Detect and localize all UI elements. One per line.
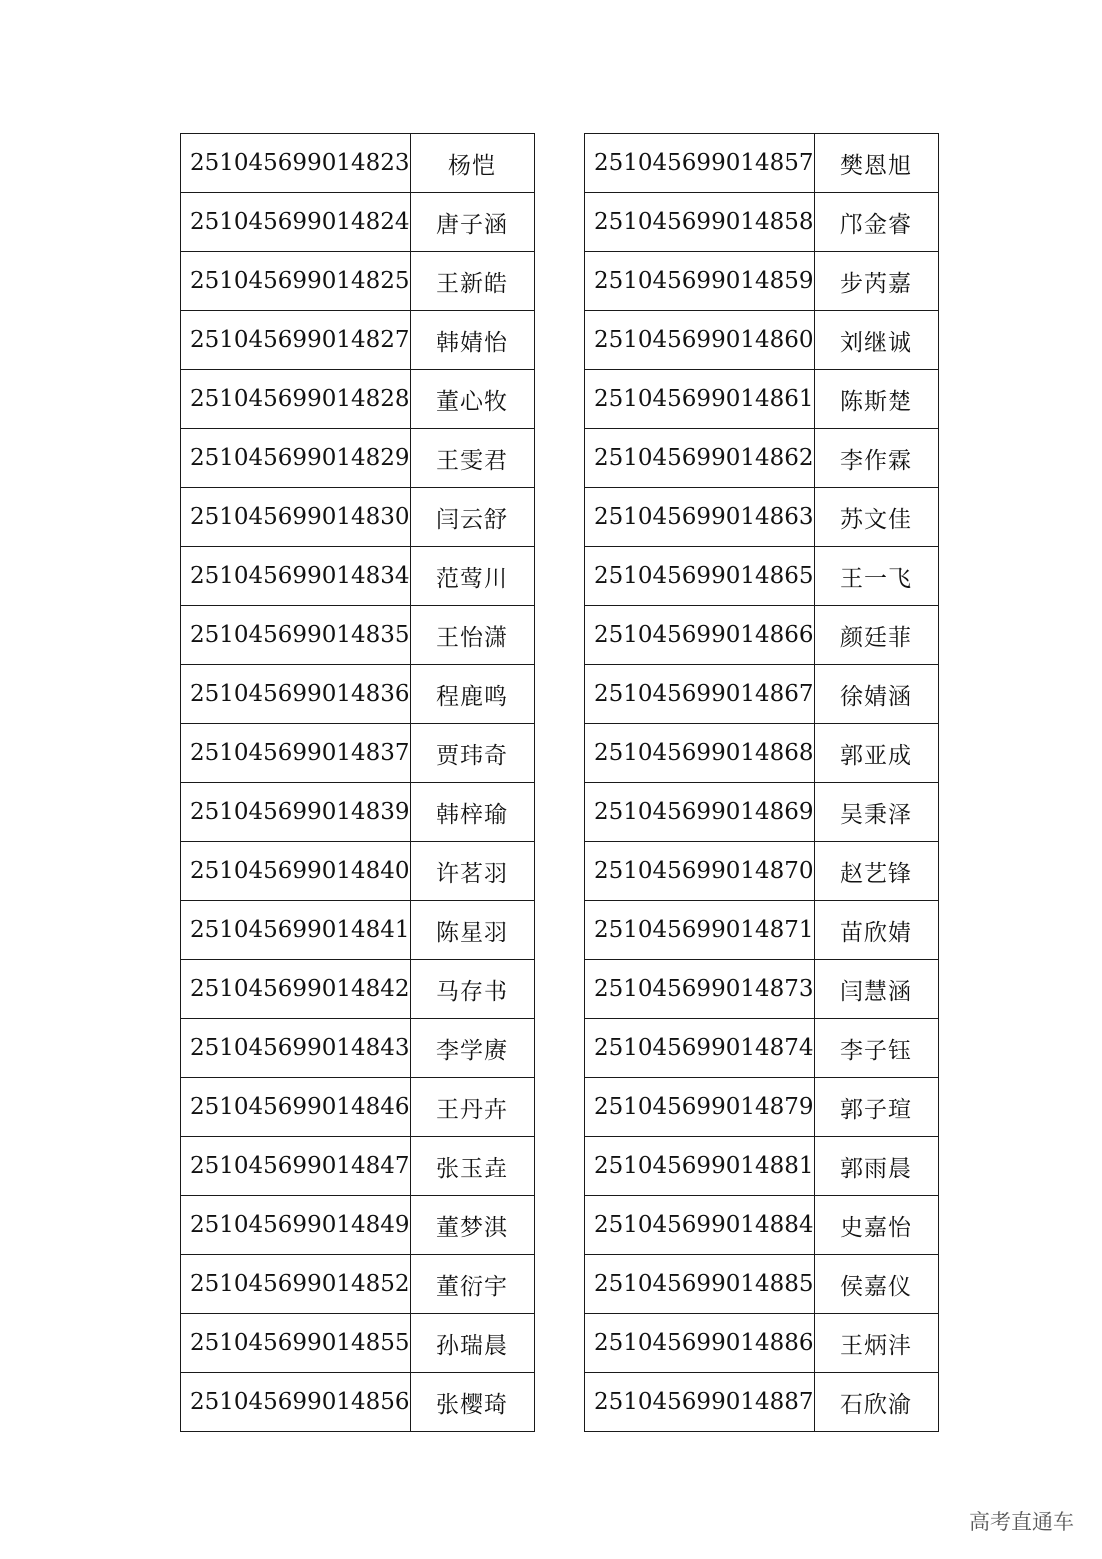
table-row (585, 901, 939, 960)
candidate-name-cell: 许茗羽 (410, 842, 534, 901)
candidate-id-cell: 251045699014828 (181, 370, 411, 429)
candidate-name-cell: 苏文佳 (814, 488, 938, 547)
candidate-name-cell: 马存书 (410, 960, 534, 1019)
table-row (181, 370, 535, 429)
candidate-id-cell: 251045699014860 (585, 311, 815, 370)
table-row (585, 842, 939, 901)
table-row (585, 1255, 939, 1314)
right-roster-table (584, 133, 939, 1432)
table-row (585, 488, 939, 547)
candidate-name-cell: 张玉垚 (410, 1137, 534, 1196)
candidate-name-cell: 邝金睿 (814, 193, 938, 252)
candidate-name-cell: 吴秉泽 (814, 783, 938, 842)
table-row (181, 1314, 535, 1373)
candidate-name-cell: 郭亚成 (814, 724, 938, 783)
table-row (585, 960, 939, 1019)
candidate-name-cell: 贾玮奇 (410, 724, 534, 783)
table-row (181, 134, 535, 193)
candidate-name-cell: 赵艺锋 (814, 842, 938, 901)
candidate-name-cell: 唐子涵 (410, 193, 534, 252)
table-row (585, 606, 939, 665)
candidate-id-cell: 251045699014825 (181, 252, 411, 311)
candidate-name-cell: 李作霖 (814, 429, 938, 488)
candidate-name-cell: 张樱琦 (410, 1373, 534, 1432)
table-row (181, 193, 535, 252)
table-row (181, 606, 535, 665)
candidate-id-cell: 251045699014867 (585, 665, 815, 724)
left-roster-body (181, 134, 535, 1432)
candidate-name-cell: 陈星羽 (410, 901, 534, 960)
candidate-id-cell: 251045699014862 (585, 429, 815, 488)
candidate-id-cell: 251045699014827 (181, 311, 411, 370)
candidate-id-cell: 251045699014874 (585, 1019, 815, 1078)
candidate-id-cell: 251045699014871 (585, 901, 815, 960)
candidate-id-cell: 251045699014824 (181, 193, 411, 252)
candidate-name-cell: 颜廷菲 (814, 606, 938, 665)
candidate-id-cell: 251045699014857 (585, 134, 815, 193)
candidate-id-cell: 251045699014863 (585, 488, 815, 547)
candidate-name-cell: 王炳沣 (814, 1314, 938, 1373)
candidate-name-cell: 李子钰 (814, 1019, 938, 1078)
candidate-name-cell: 董心牧 (410, 370, 534, 429)
table-row (181, 547, 535, 606)
candidate-name-cell: 孙瑞晨 (410, 1314, 534, 1373)
candidate-name-cell: 闫云舒 (410, 488, 534, 547)
candidate-name-cell: 董衍宇 (410, 1255, 534, 1314)
candidate-id-cell: 251045699014835 (181, 606, 411, 665)
table-row (585, 1196, 939, 1255)
candidate-id-cell: 251045699014849 (181, 1196, 411, 1255)
candidate-id-cell: 251045699014885 (585, 1255, 815, 1314)
candidate-name-cell: 范莺川 (410, 547, 534, 606)
candidate-id-cell: 251045699014870 (585, 842, 815, 901)
candidate-name-cell: 刘继诚 (814, 311, 938, 370)
candidate-name-cell: 王丹卉 (410, 1078, 534, 1137)
candidate-name-cell: 侯嘉仪 (814, 1255, 938, 1314)
candidate-id-cell: 251045699014866 (585, 606, 815, 665)
table-row (181, 724, 535, 783)
candidate-id-cell: 251045699014837 (181, 724, 411, 783)
candidate-id-cell: 251045699014841 (181, 901, 411, 960)
candidate-name-cell: 董梦淇 (410, 1196, 534, 1255)
table-row (181, 842, 535, 901)
candidate-id-cell: 251045699014858 (585, 193, 815, 252)
table-row (585, 665, 939, 724)
candidate-id-cell: 251045699014846 (181, 1078, 411, 1137)
table-row (181, 1078, 535, 1137)
candidate-name-cell: 韩梓瑜 (410, 783, 534, 842)
candidate-name-cell: 李学赓 (410, 1019, 534, 1078)
table-row (181, 901, 535, 960)
candidate-id-cell: 251045699014852 (181, 1255, 411, 1314)
candidate-name-cell: 王雯君 (410, 429, 534, 488)
table-row (181, 1137, 535, 1196)
candidate-name-cell: 史嘉怡 (814, 1196, 938, 1255)
candidate-id-cell: 251045699014865 (585, 547, 815, 606)
candidate-id-cell: 251045699014861 (585, 370, 815, 429)
candidate-name-cell: 步芮嘉 (814, 252, 938, 311)
table-row (181, 429, 535, 488)
table-row (181, 252, 535, 311)
table-row (585, 783, 939, 842)
candidate-name-cell: 杨恺 (410, 134, 534, 193)
candidate-id-cell: 251045699014856 (181, 1373, 411, 1432)
candidate-id-cell: 251045699014843 (181, 1019, 411, 1078)
candidate-id-cell: 251045699014859 (585, 252, 815, 311)
table-row (585, 547, 939, 606)
table-row (585, 370, 939, 429)
candidate-id-cell: 251045699014840 (181, 842, 411, 901)
candidate-name-cell: 陈斯楚 (814, 370, 938, 429)
table-row (585, 429, 939, 488)
candidate-id-cell: 251045699014830 (181, 488, 411, 547)
table-row (585, 1373, 939, 1432)
candidate-name-cell: 王新皓 (410, 252, 534, 311)
candidate-name-cell: 闫慧涵 (814, 960, 938, 1019)
table-row (181, 1019, 535, 1078)
table-row (181, 665, 535, 724)
candidate-name-cell: 郭雨晨 (814, 1137, 938, 1196)
candidate-id-cell: 251045699014887 (585, 1373, 815, 1432)
candidate-name-cell: 王一飞 (814, 547, 938, 606)
candidate-id-cell: 251045699014839 (181, 783, 411, 842)
candidate-name-cell: 韩婧怡 (410, 311, 534, 370)
right-roster-body (585, 134, 939, 1432)
candidate-id-cell: 251045699014855 (181, 1314, 411, 1373)
table-row (181, 311, 535, 370)
table-row (585, 252, 939, 311)
table-row (585, 1078, 939, 1137)
table-row (181, 783, 535, 842)
candidate-id-cell: 251045699014873 (585, 960, 815, 1019)
candidate-id-cell: 251045699014847 (181, 1137, 411, 1196)
candidate-name-cell: 郭子瑄 (814, 1078, 938, 1137)
candidate-name-cell: 王怡潇 (410, 606, 534, 665)
candidate-id-cell: 251045699014829 (181, 429, 411, 488)
table-row (585, 1314, 939, 1373)
candidate-id-cell: 251045699014823 (181, 134, 411, 193)
table-row (181, 1373, 535, 1432)
candidate-id-cell: 251045699014884 (585, 1196, 815, 1255)
table-row (181, 488, 535, 547)
watermark-text: 高考直通车 (969, 1510, 1074, 1534)
table-row (585, 1137, 939, 1196)
table-row (585, 134, 939, 193)
table-row (181, 960, 535, 1019)
candidate-id-cell: 251045699014834 (181, 547, 411, 606)
candidate-id-cell: 251045699014836 (181, 665, 411, 724)
candidate-id-cell: 251045699014881 (585, 1137, 815, 1196)
table-row (585, 193, 939, 252)
candidate-name-cell: 石欣渝 (814, 1373, 938, 1432)
candidate-name-cell: 樊恩旭 (814, 134, 938, 193)
candidate-name-cell: 徐婧涵 (814, 665, 938, 724)
table-row (181, 1196, 535, 1255)
candidate-id-cell: 251045699014869 (585, 783, 815, 842)
candidate-id-cell: 251045699014868 (585, 724, 815, 783)
table-row (585, 311, 939, 370)
candidate-name-cell: 苗欣婧 (814, 901, 938, 960)
table-row (585, 724, 939, 783)
candidate-name-cell: 程鹿鸣 (410, 665, 534, 724)
left-roster-table (180, 133, 535, 1432)
table-row (585, 1019, 939, 1078)
candidate-id-cell: 251045699014842 (181, 960, 411, 1019)
candidate-id-cell: 251045699014879 (585, 1078, 815, 1137)
candidate-id-cell: 251045699014886 (585, 1314, 815, 1373)
table-row (181, 1255, 535, 1314)
